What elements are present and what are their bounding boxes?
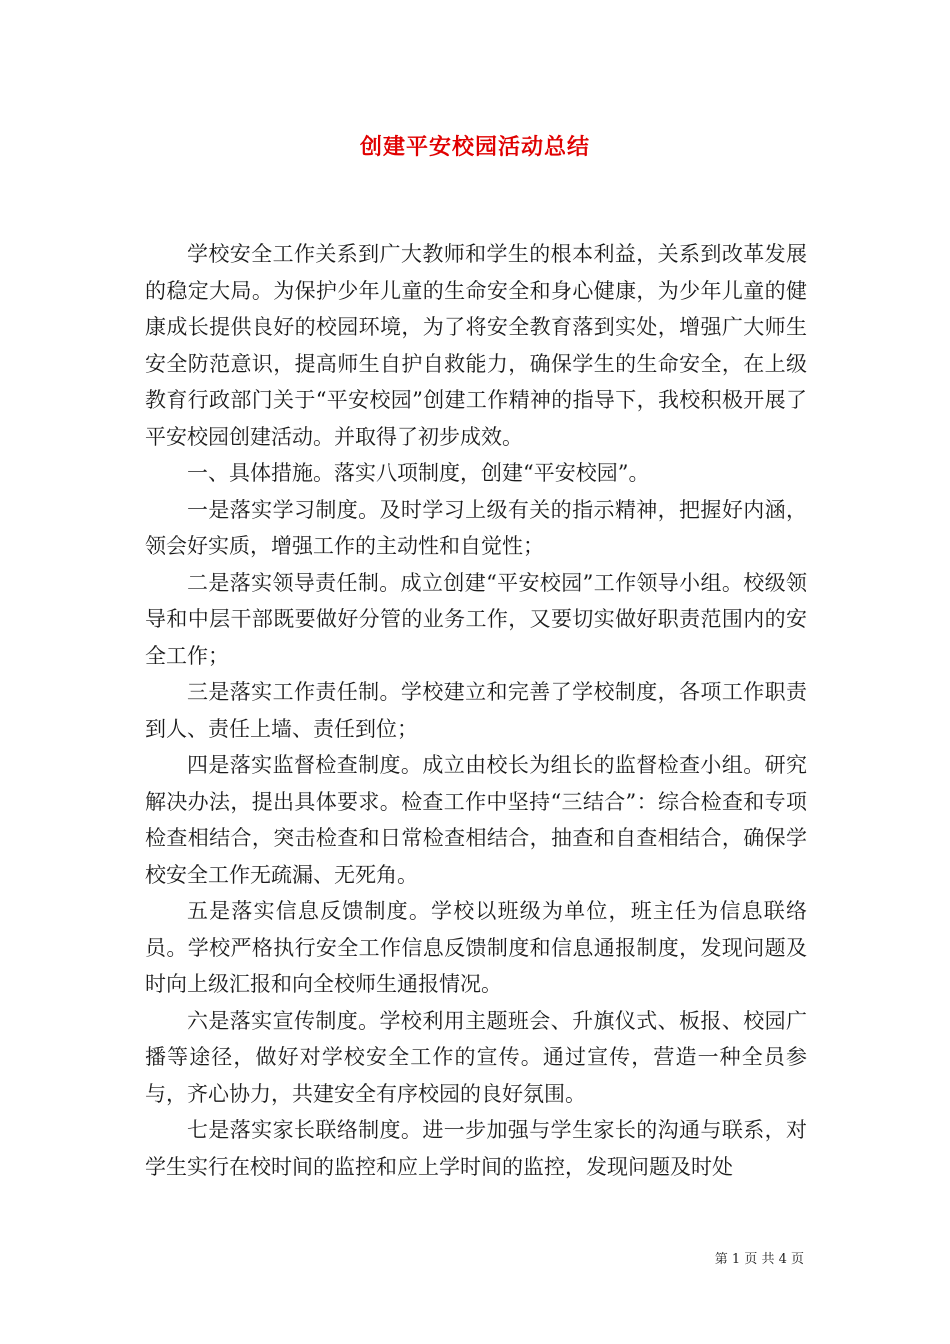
paragraph-intro: 学校安全工作关系到广大教师和学生的根本利益，关系到改革发展的稳定大局。为保护少年儿童的生命安全和身心健康，为少年儿童的健康成长提供良好的校园环境，为了将安全教育落到实处，增强广大师生安全防范意识，提高师生自护自救能力，确保学生的生命安全，在上级教育行政部门关于“平安校园”创建工作精神的指导下，我校积极开展了平安校园创建活动。并取得了初步成效。	[145, 242, 807, 449]
paragraph-item-4: 四是落实监督检查制度。成立由校长为组长的监督检查小组。研究解决办法，提出具体要求。检查工作中坚持“三结合”：综合检查和专项检查相结合，突击检查和日常检查相结合，抽查和自查相结合，确保学校安全工作无疏漏、无死角。	[145, 753, 807, 887]
document-title: 创建平安校园活动总结	[359, 134, 590, 160]
paragraph-item-2: 二是落实领导责任制。成立创建“平安校园”工作领导小组。校级领导和中层干部既要做好分管的业务工作，又要切实做好职责范围内的安全工作；	[145, 570, 807, 668]
document-body	[145, 236, 807, 1185]
paragraph-item-7: 七是落实家长联络制度。进一步加强与学生家长的沟通与联系，对学生实行在校时间的监控和应上学时间的监控，发现问题及时处	[145, 1118, 807, 1179]
paragraph-item-1: 一是落实学习制度。及时学习上级有关的指示精神，把握好内涵，领会好实质，增强工作的主动性和自觉性；	[145, 497, 807, 558]
page-number-footer: 第 1 页 共 4 页	[714, 1252, 804, 1267]
paragraph-item-5: 五是落实信息反馈制度。学校以班级为单位，班主任为信息联络员。学校严格执行安全工作信息反馈制度和信息通报制度，发现问题及时向上级汇报和向全校师生通报情况。	[145, 899, 807, 996]
paragraph-item-6: 六是落实宣传制度。学校利用主题班会、升旗仪式、板报、校园广播等途径，做好对学校安全工作的宣传。通过宣传，营造一种全员参与，齐心协力，共建安全有序校园的良好氛围。	[145, 1008, 807, 1106]
paragraph-section-heading: 一、具体措施。落实八项制度，创建“平安校园”。	[187, 461, 650, 485]
paragraph-item-3: 三是落实工作责任制。学校建立和完善了学校制度，各项工作职责到人、责任上墙、责任到位；	[145, 680, 807, 741]
